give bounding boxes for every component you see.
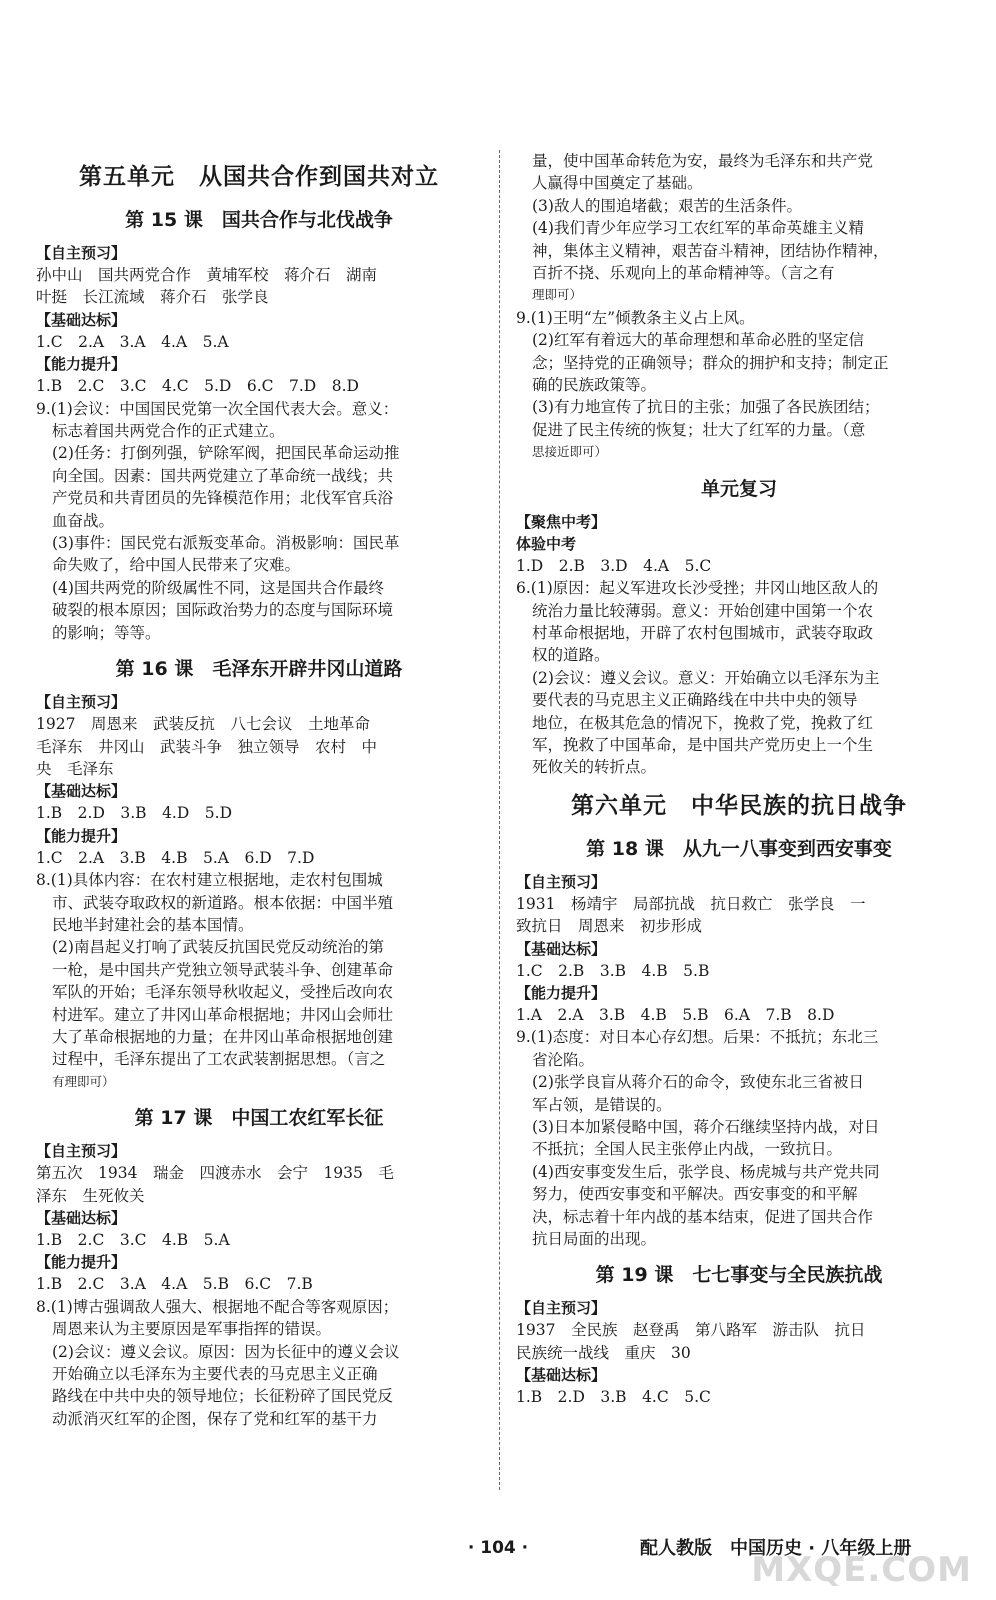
text-line: 9.(1)会议：中国国民党第一次全国代表大会。意义： [36,399,399,418]
section-header: 【基础达标】 [36,782,127,801]
text-line: 民族统一战线 重庆 30 [516,1343,691,1362]
text-line: 努力，使西安事变和平解决。西安事变的和平解 [532,1185,858,1204]
text-line: 1.B 2.C 3.C 4.B 5.A [36,1231,230,1249]
text-line: 军占领，是错误的。 [532,1095,672,1114]
text-line: 村进军。建立了井冈山革命根据地；井冈山会师壮 [52,1005,394,1024]
text-line: 军队的开始；毛泽东领导秋收起义，受挫后改向农 [52,983,394,1002]
text-line: 有理即可） [52,1073,115,1089]
text-line: (4)国共两党的阶级属性不同，这是国共合作最终 [52,578,384,597]
text-line: 1.C 2.A 3.A 4.A 5.A [36,332,229,351]
text-line: 念；坚持党的正确领导；群众的拥护和支持；制定正 [532,353,889,372]
text-line: 人赢得中国奠定了基础。 [532,174,703,193]
text-line: (2)南昌起义打响了武装反抗国民党反动统治的第 [52,938,384,957]
text-line: 央 毛泽东 [36,759,114,778]
section-header: 【自主预习】 [36,693,127,712]
text-line: (4)西安事变发生后，张学良、杨虎城与共产党共同 [532,1162,880,1181]
watermark: MXQE.COM [751,1550,972,1590]
lesson17-title: 第 17 课 中国工农红军长征 [134,1107,384,1130]
text-line: 要代表的马克思主义正确路线在中共中央的领导 [532,691,858,710]
section-header: 【自主预习】 [516,1299,607,1318]
section-header: 【能力提升】 [516,983,607,1002]
section-header: 【自主预习】 [36,1142,127,1161]
section-header: 【能力提升】 [36,355,127,374]
right-column [516,150,962,1409]
text-line: 产党员和共青团员的先锋模范作用；北伐军官兵浴 [52,489,394,508]
text-line: 思接近即可） [532,444,608,460]
text-line: 神，集体主义精神，艰苦奋斗精神，团结协作精神， [532,241,889,260]
book-title: 配人教版 中国历史 · 八年级上册 [640,1538,912,1559]
text-line: 的影响；等等。 [52,623,161,642]
section-header: 【聚焦中考】 [516,512,607,531]
text-line: (4)我们青少年应学习工农红军的革命英雄主义精 [532,219,864,238]
lesson16-title: 第 16 课 毛泽东开辟井冈山道路 [115,658,403,681]
text-line: 量，使中国革命转危为安，最终为毛泽东和共产党 [532,152,874,170]
text-line: (2)会议：遵义会议。意义：开始确立以毛泽东为主 [532,668,880,687]
section-subheader: 体验中考 [516,534,577,553]
text-line: (3)敌人的围追堵截；艰苦的生活条件。 [532,196,802,215]
text-line: 血奋战。 [52,511,115,530]
section-header: 【能力提升】 [36,826,127,845]
text-line: 致抗日 周恩来 初步形成 [516,917,703,936]
text-line: 泽东 生死攸关 [36,1186,145,1205]
section-header: 【自主预习】 [516,872,607,891]
unit6-title: 第六单元 中华民族的抗日战争 [571,792,907,819]
text-line: 地位，在极其危急的情况下，挽救了党，挽救了红 [532,713,874,732]
text-line: 9.(1)王明“左”倾教条主义占上风。 [516,308,755,327]
section-header: 【自主预习】 [36,244,127,262]
text-line: (3)有力地宣传了抗日的主张；加强了各民族团结； [532,398,880,417]
text-line: 确的民族政策等。 [532,376,657,395]
text-line: (3)日本加紧侵略中国，蒋介石继续坚持内战，对日 [532,1118,880,1136]
text-line: 不抵抗；全国人民主张停止内战，一致抗日。 [532,1140,843,1159]
text-line: 市、武装夺取政权的新道路。根本依据：中国半殖 [52,893,394,912]
section-header: 【基础达标】 [36,310,127,329]
text-line: 理即可） [532,287,583,303]
text-line: 1.B 2.C 3.C 4.C 5.D 6.C 7.D 8.D [36,377,359,396]
text-line: 周恩来认为主要原因是军事指挥的错误。 [52,1320,332,1339]
text-line: 9.(1)态度：对日本心存幻想。后果：不抵抗；东北三 [516,1028,879,1047]
text-line: 毛泽东 井冈山 武装斗争 独立领导 农村 中 [36,737,378,756]
text-line: 1931 杨靖宇 局部抗战 抗日救亡 张学良 一 [516,894,866,913]
page-number: · 104 · [467,1538,529,1558]
text-line: 6.(1)原因：起义军进攻长沙受挫；井冈山地区敌人的 [516,579,879,598]
text-line: 1927 周恩来 武装反抗 八七会议 土地革命 [36,715,370,734]
text-line: 决，标志着十年内战的基本结束，促进了国共合作 [532,1207,874,1226]
text-line: 民地半封建社会的基本国情。 [52,915,254,934]
text-line: 大了革命根据地的力量；在井冈山革命根据地创建 [52,1027,394,1046]
text-line: 1937 全民族 赵登禹 第八路军 游击队 抗日 [516,1321,866,1340]
section-header: 【基础达标】 [36,1209,127,1227]
text-line: 省沦陷。 [532,1050,595,1069]
review-title: 单元复习 [700,477,777,500]
text-line: 路线在中共中央的领导地位；长征粉碎了国民党反 [52,1387,394,1406]
text-line: 1.A 2.A 3.B 4.B 5.B 6.A 7.B 8.D [516,1005,835,1024]
text-line: (2)任务：打倒列强，铲除军阀，把国民革命运动推 [52,444,400,463]
text-line: 破裂的根本原因；国际政治势力的态度与国际环境 [52,601,394,620]
column-divider [499,150,501,1490]
text-line: 动派消灭红军的企图，保存了党和红军的基干力 [52,1409,378,1428]
text-line: (2)会议：遵义会议。原因：因为长征中的遵义会议 [52,1342,400,1361]
lesson19-title: 第 19 课 七七事变与全民族抗战 [595,1264,883,1287]
text-line: 1.B 2.D 3.B 4.C 5.C [516,1388,711,1407]
text-line: 过程中，毛泽东提出了工农武装割据思想。（言之 [52,1050,386,1069]
text-line: (2)张学良盲从蒋介石的命令，致使东北三省被日 [532,1073,864,1092]
text-line: 向全国。因素：国共两党建立了革命统一战线；共 [52,466,394,485]
text-line: 1.C 2.B 3.B 4.B 5.B [516,961,710,980]
text-line: 军，挽救了中国革命，是中国共产党历史上一个生 [532,735,874,754]
text-line: 开始确立以毛泽东为主要代表的马克思主义正确 [52,1365,378,1384]
section-header: 【基础达标】 [516,1366,607,1385]
text-line: 百折不挠、乐观向上的革命精神等。（言之有 [532,264,835,283]
section-header: 【基础达标】 [516,939,607,958]
text-line: 抗日局面的出现。 [532,1230,657,1249]
text-line: (2)红军有着远大的革命理想和革命必胜的坚定信 [532,331,864,350]
text-line: 死攸关的转折点。 [532,758,657,777]
text-line: 一枪，是中国共产党独立领导武装斗争、创建革命 [52,960,394,979]
text-line: 孙中山 国共两党合作 黄埔军校 蒋介石 湖南 [36,266,378,284]
text-line: 8.(1)博古强调敌人强大、根据地不配合等客观原因； [36,1297,399,1316]
text-line: 统治力量比较薄弱。意义：开始创建中国第一个农 [532,601,874,620]
text-line: 8.(1)具体内容：在农村建立根据地，走农村包围城 [36,871,383,890]
text-line: 促进了民主传统的恢复；壮大了红军的力量。（意 [532,420,866,439]
text-line: (3)事件：国民党右派叛变革命。消极影响：国民革 [52,534,400,553]
unit5-title: 第五单元 从国共合作到国共对立 [79,164,439,190]
text-line: 1.B 2.D 3.B 4.D 5.D [36,804,233,823]
text-line: 村革命根据地，开辟了农村包围城市，武装夺取政 [532,623,874,642]
text-line: 1.B 2.C 3.A 4.A 5.B 6.C 7.B [36,1275,313,1294]
section-header: 【能力提升】 [36,1253,127,1272]
text-line: 1.D 2.B 3.D 4.A 5.C [516,556,712,575]
text-line: 叶挺 长江流域 蒋介石 张学良 [36,288,269,307]
text-line: 1.C 2.A 3.B 4.B 5.A 6.D 7.D [36,848,315,867]
text-line: 命失败了，给中国人民带来了灾难。 [52,556,301,575]
text-line: 权的道路。 [532,646,610,665]
text-line: 标志着国共两党合作的正式建立。 [52,422,285,441]
lesson18-title: 第 18 课 从九一八事变到西安事变 [586,837,892,860]
lesson15-title: 第 15 课 国共合作与北伐战争 [125,209,393,231]
left-column [36,150,482,1430]
text-line: 第五次 1934 瑞金 四渡赤水 会宁 1935 毛 [36,1164,394,1183]
